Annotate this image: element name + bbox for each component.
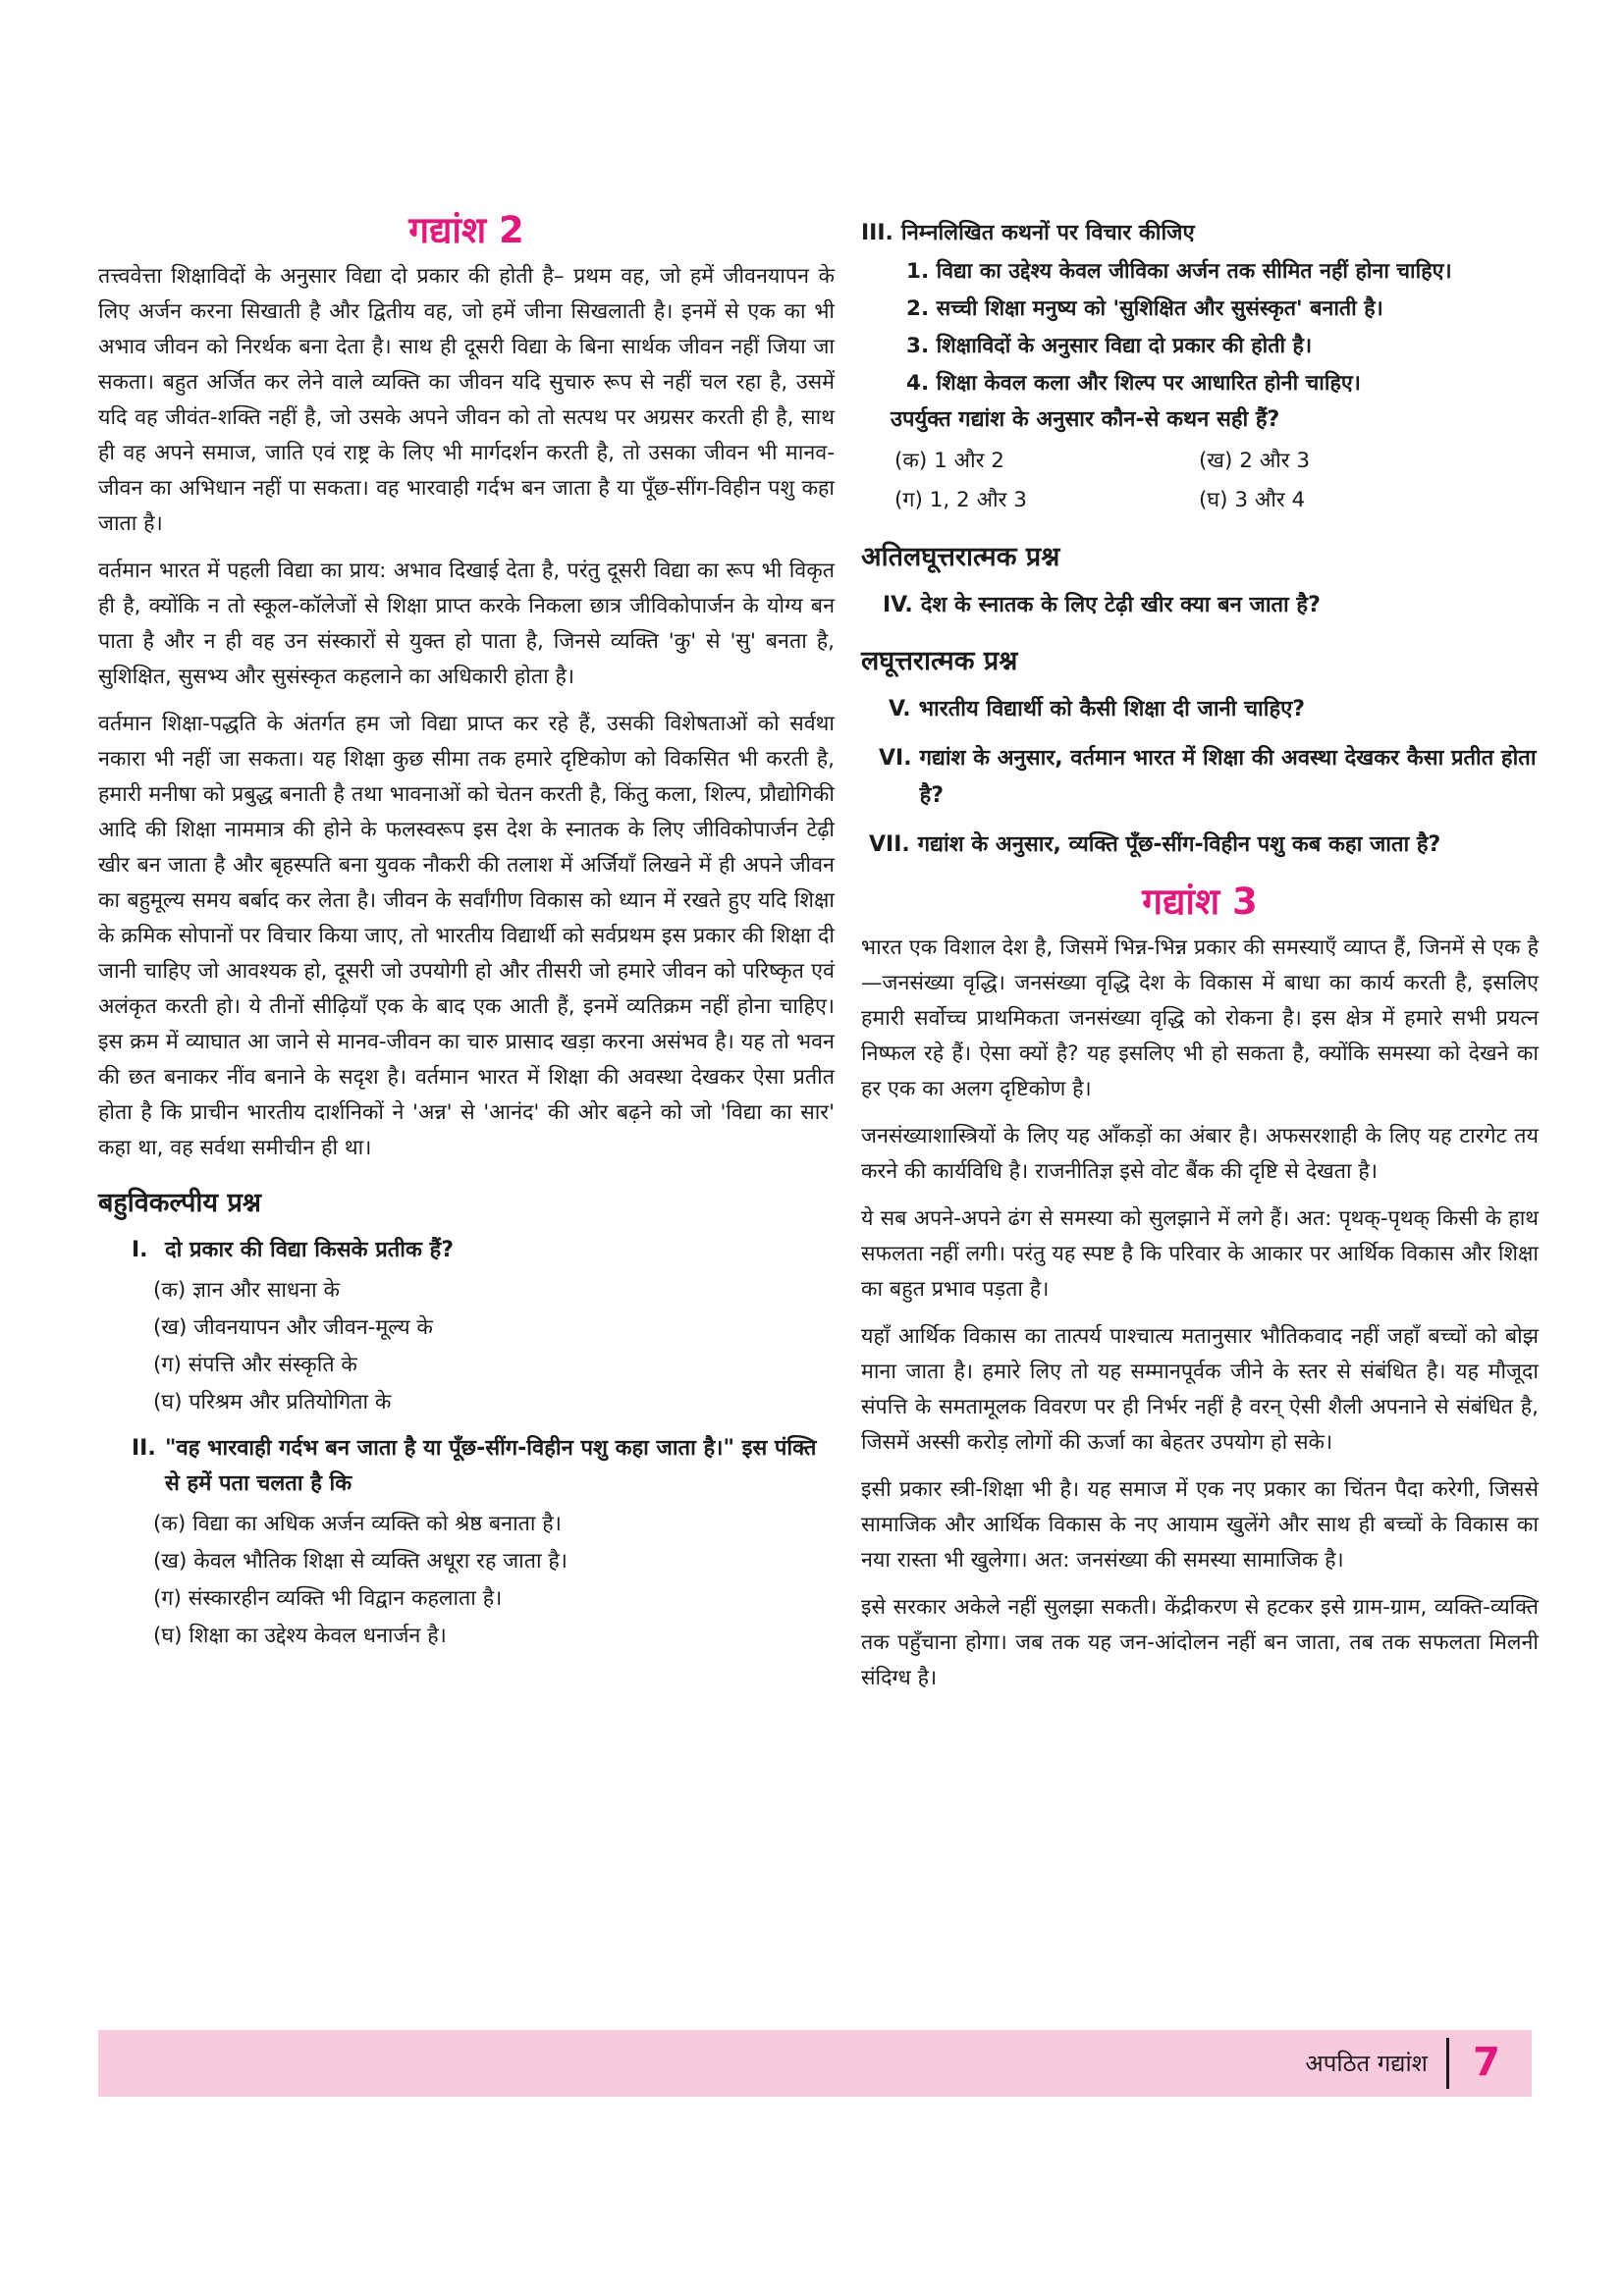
question-3-option-d: (घ) 3 और 4	[1199, 488, 1306, 512]
question-2-option-b: (ख) केवल भौतिक शिक्षा से व्यक्ति अधूरा रह जाता है।	[153, 1549, 568, 1574]
question-1	[98, 1233, 835, 1421]
question-2-number: II.	[132, 1436, 156, 1461]
question-3-number: III.	[861, 221, 893, 245]
passage-3-paragraph-5: इसी प्रकार स्त्री-शिक्षा भी है। यह समाज में एक नए प्रकार का चिंतन पैदा करेगी, जिससे सामाजिक और आर्थिक विकास के नए आयाम खुलेंगे और साथ ही बच्चों के विकास का नया रास्ता भी खुलेगा। अत: जनसंख्या की समस्या सामाजिक है।	[861, 1477, 1539, 1573]
question-3-option-c: (ग) 1, 2 और 3	[894, 488, 1027, 512]
question-2-options	[132, 1506, 835, 1655]
question-1-text: दो प्रकार की विद्या किसके प्रतीक हैं?	[165, 1238, 454, 1262]
footer-title: अपठित गद्यांश	[1305, 2050, 1428, 2077]
question-1-option-b: (ख) जीवनयापन और जीवन-मूल्य के	[153, 1315, 433, 1340]
passage-3-title: गद्यांश 3	[1142, 881, 1258, 923]
question-2-option-c: (ग) संस्कारहीन व्यक्ति भी विद्वान कहलाता है।	[153, 1586, 503, 1611]
passage-2-paragraph-1: तत्त्ववेत्ता शिक्षाविदों के अनुसार विद्या दो प्रकार की होती है– प्रथम वह, जो हमें जीवनयापन के लिए अर्जन करना सिखाती है और द्वितीय वह, जो हमें जीना सिखलाती है। इनमें से एक का भी अभाव जीवन को निरर्थक बना देता है। साथ ही दूसरी विद्या के बिना सार्थक जीवन नहीं जिया जा सकता। बहुत अर्जित कर लेने वाले व्यक्ति का जीवन यदि सुचारु रूप से नहीं चल रहा है, उसमें यदि वह जीवंत-शक्ति नहीं है, जो उसके अपने जीवन को तो सत्पथ पर अग्रसर करती ही है, साथ ही वह अपने समाज, जाति एवं राष्ट्र के लिए भी मार्गदर्शन करती है, तो उसका जीवन भी मानव-जीवन का अभिधान नहीं पा सकता। वह भारवाही गर्दभ बन जाता है या पूँछ-सींग-विहीन पशु कहा जाता है।	[98, 264, 835, 536]
question-2-option-d: (घ) शिक्षा का उद्देश्य केवल धनार्जन है।	[153, 1624, 447, 1648]
question-6	[861, 740, 1539, 815]
question-5-text: भारतीय विद्यार्थी को कैसी शिक्षा दी जानी चाहिए?	[918, 697, 1306, 721]
question-5-number: V.	[889, 697, 911, 721]
question-1-options	[132, 1272, 835, 1421]
question-3-statement-2: 2. सच्ची शिक्षा मनुष्य को 'सुशिक्षित और सुसंस्कृत' बनाती है।	[906, 296, 1383, 321]
question-4	[861, 587, 1539, 624]
footer-divider	[1446, 2038, 1449, 2089]
question-2-option-a: (क) विद्या का अधिक अर्जन व्यक्ति को श्रेष्ठ बनाता है।	[153, 1512, 562, 1536]
question-1-option-c: (ग) संपत्ति और संस्कृति के	[153, 1353, 357, 1377]
passage-2-title: गद्यांश 2	[408, 209, 524, 251]
left-column	[98, 206, 835, 1665]
question-3-statements	[861, 253, 1539, 402]
short-answer-heading: लघूत्तरात्मक प्रश्न	[861, 646, 1018, 676]
passage-2-paragraph-2: वर्तमान भारत में पहली विद्या का प्राय: अभाव दिखाई देता है, परंतु दूसरी विद्या का रूप भी विकृत ही है, क्योंकि न तो स्कूल-कॉलेजों से शिक्षा प्राप्त करके निकला छात्र जीविकोपार्जन के योग्य बन पाता है और न ही वह उन संस्कारों से युक्त हो पाता है, जिनसे व्यक्ति 'कु' से 'सु' बनता है, सुशिक्षित, सुसभ्य और सुसंस्कृत कहलाने का अधिकारी होता है।	[98, 559, 835, 689]
question-3-option-a: (क) 1 और 2	[894, 449, 1004, 473]
passage-2-paragraph-3: वर्तमान शिक्षा-पद्धति के अंतर्गत हम जो विद्या प्राप्त कर रहे हैं, उसकी विशेषताओं को सर्वथा नकारा भी नहीं जा सकता। यह शिक्षा कुछ सीमा तक हमारे दृष्टिकोण को विकसित भी करती है, हमारी मनीषा को प्रबुद्ध बनाती है तथा भावनाओं को चेतन करती है, किंतु कला, शिल्प, प्रौद्योगिकी आदि की शिक्षा नाममात्र की होने के फलस्वरूप इस देश के स्नातक के लिए जीविकोपार्जन टेढ़ी खीर बन जाता है और बृहस्पति बना युवक नौकरी की तलाश में अर्जियाँ लिखने में ही अपने जीवन का बहुमूल्य समय बर्बाद कर लेता है। जीवन के सर्वांगीण विकास को ध्यान में रखते हुए यदि शिक्षा के क्रमिक सोपानों पर विचार किया जाए, तो भारतीय विद्यार्थी को सर्वप्रथम इस प्रकार की शिक्षा दी जानी चाहिए जो आवश्यक हो, दूसरी जो उपयोगी हो और तीसरी जो हमारे जीवन को परिष्कृत एवं अलंकृत करती हो। ये तीनों सीढ़ियाँ एक के बाद एक आती हैं, इनमें व्यतिक्रम नहीं होना चाहिए। इस क्रम में व्याघात आ जाने से मानव-जीवन का चारु प्रासाद खड़ा करना असंभव है। यह तो भवन की छत बनाकर नींव बनाने के सदृश है। वर्तमान भारत में शिक्षा की अवस्था देखकर ऐसा प्रतीत होता है कि प्राचीन भारतीय दार्शनिकों ने 'अन्न' से 'आनंद' की ओर बढ़ने को जो 'विद्या का सार' कहा था, वह सर्वथा समीचीन ही था।	[98, 712, 835, 1160]
question-4-number: IV.	[883, 593, 913, 617]
question-3-prompt: उपर्युक्त गद्यांश के अनुसार कौन-से कथन सही हैं?	[891, 407, 1280, 432]
passage-3-paragraph-2: जनसंख्याशास्त्रियों के लिए यह आँकड़ों का अंबार है। अफसरशाही के लिए यह टारगेट तय करने की कार्यविधि है। राजनीतिज्ञ इसे वोट बैंक की दृष्टि से देखता है।	[861, 1124, 1539, 1184]
page-number: 7	[1473, 2040, 1500, 2085]
question-3	[861, 216, 1539, 520]
very-short-answer-heading: अतिलघूत्तरात्मक प्रश्न	[861, 542, 1060, 572]
question-4-text: देश के स्नातक के लिए टेढ़ी खीर क्या बन जाता है?	[920, 593, 1321, 617]
question-2	[98, 1431, 835, 1655]
passage-3-paragraph-4: यहाँ आर्थिक विकास का तात्पर्य पाश्चात्य मतानुसार भौतिकवाद नहीं जहाँ बच्चों को बोझ माना जाता है। हमारे लिए तो यह सम्मानपूर्वक जीने के स्तर से संबंधित है। यह मौजूदा संपत्ति के समतामूलक विवरण पर ही निर्भर नहीं है वरन् ऐसी शैली अपनाने से संबंधित है, जिसमें अस्सी करोड़ लोगों की ऊर्जा का बेहतर उपयोग हो सके।	[861, 1324, 1539, 1455]
question-3-statement-4: 4. शिक्षा केवल कला और शिल्प पर आधारित होनी चाहिए।	[906, 371, 1361, 396]
passage-3-paragraph-1: भारत एक विशाल देश है, जिसमें भिन्न-भिन्न प्रकार की समस्याएँ व्याप्त हैं, जिनमें से एक है—जनसंख्या वृद्धि। जनसंख्या वृद्धि देश के विकास में बाधा का कार्य करती है, इसलिए हमारी सर्वोच्च प्राथमिकता जनसंख्या वृद्धि को रोकना है। इस क्षेत्र में हमारे सभी प्रयत्न निष्फल रहे हैं। ऐसा क्यों है? यह इसलिए भी हो सकता है, क्योंकि समस्या को देखने का हर एक का अलग दृष्टिकोण है।	[861, 935, 1539, 1101]
question-7	[861, 827, 1539, 864]
question-1-number: I.	[132, 1238, 148, 1262]
mcq-heading: बहुविकल्पीय प्रश्न	[98, 1188, 261, 1218]
passage-3-paragraph-3: ये सब अपने-अपने ढंग से समस्या को सुलझाने में लगे हैं। अत: पृथक्-पृथक् किसी के हाथ सफलता नहीं लगी। परंतु यह स्पष्ट है कि परिवार के आकार पर आर्थिक विकास और शिक्षा का बहुत प्रभाव पड़ता है।	[861, 1206, 1539, 1302]
question-3-option-b: (ख) 2 और 3	[1199, 449, 1311, 473]
question-7-text: गद्यांश के अनुसार, व्यक्ति पूँछ-सींग-विहीन पशु कब कहा जाता है?	[917, 832, 1441, 857]
passage-3-paragraph-6: इसे सरकार अकेले नहीं सुलझा सकती। केंद्रीकरण से हटकर इसे ग्राम-ग्राम, व्यक्ति-व्यक्ति तक पहुँचाना होगा। जब तक यह जन-आंदोलन नहीं बन जाता, तब तक सफलता मिलनी संदिग्ध है।	[861, 1595, 1539, 1690]
question-6-number: VI.	[879, 746, 912, 771]
question-3-options	[861, 442, 1539, 520]
right-column	[861, 216, 1539, 1708]
question-1-option-d: (घ) परिश्रम और प्रतियोगिता के	[153, 1390, 392, 1415]
question-7-number: VII.	[869, 832, 910, 857]
footer-band	[98, 2030, 1532, 2097]
question-5	[861, 691, 1539, 728]
question-3-text: निम्नलिखित कथनों पर विचार कीजिए	[900, 221, 1195, 245]
question-6-text: गद्यांश के अनुसार, वर्तमान भारत में शिक्षा की अवस्था देखकर कैसा प्रतीत होता है?	[919, 746, 1537, 808]
question-2-text: "वह भारवाही गर्दभ बन जाता है या पूँछ-सींग-विहीन पशु कहा जाता है।" इस पंक्ति से हमें पता चलता है कि	[165, 1436, 817, 1496]
question-1-option-a: (क) ज्ञान और साधना के	[153, 1278, 341, 1303]
question-3-statement-3: 3. शिक्षाविदों के अनुसार विद्या दो प्रकार की होती है।	[906, 334, 1313, 358]
question-3-statement-1: 1. विद्या का उद्देश्य केवल जीविका अर्जन तक सीमित नहीं होना चाहिए।	[906, 259, 1452, 284]
